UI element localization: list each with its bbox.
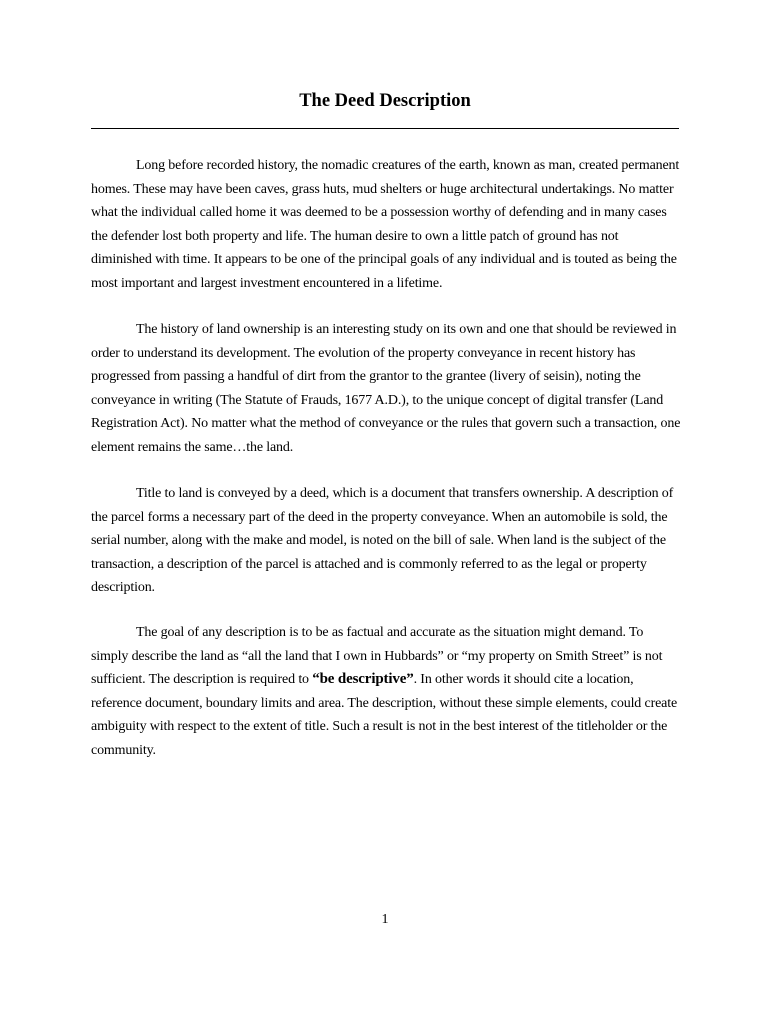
page-number: 1 [381,912,389,927]
paragraph-1: Long before recorded history, the nomadic creatures of the earth, known as man, created permanent homes. These may have been caves, grass huts, mud shelters or huge architectural undertakings. No matter what the individual called home it was deemed to be a possession worthy of defending and in many cases the defender lost both property and life. The human desire to own a little patch of ground has not diminished with time. It appears to be one of the principal goals of any individual and is touted as being the most important and largest investment encountered in a lifetime. [91,158,680,291]
paragraph-2: The history of land ownership is an interesting study on its own and one that should be reviewed in order to understand its development. The evolution of the property conveyance in recent history has progressed from passing a handful of dirt from the grantor to the grantee (livery of seisin), noting the conveyance in writing (The Statute of Frauds, 1677 A.D.), to the unique concept of digital transfer (Land Registration Act). No matter what the method of conveyance or the rules that govern such a transaction, one element remains the same…the land. [91,322,681,455]
title-divider [91,128,679,129]
paragraph-4-text-after: . In other words it should cite a location, reference document, boundary limits and area. The description, without these simple elements, could create ambiguity with respect to the extent of title. Such a result is not in the best interest of the titleholder or the community. [91,672,678,758]
paragraph-4-emphasis: “be descriptive” [312,671,414,688]
paragraph-3: Title to land is conveyed by a deed, which is a document that transfers ownership. A description of the parcel forms a necessary part of the deed in the property conveyance. When an automobile is sold, the serial number, along with the make and model, is noted on the bill of sale. When land is the subject of the transaction, a description of the parcel is attached and is commonly referred to as the legal or property description. [91,486,674,596]
paragraph-4-text-before: The goal of any description is to be as factual and accurate as the situation might demand. To simply describe the land as “all the land that I own in Hubbards” or “my property on Smith Street” is not sufficient. The description is required to [91,625,663,688]
paragraph-4 [91,621,681,763]
document-title: The Deed Description [299,91,471,111]
